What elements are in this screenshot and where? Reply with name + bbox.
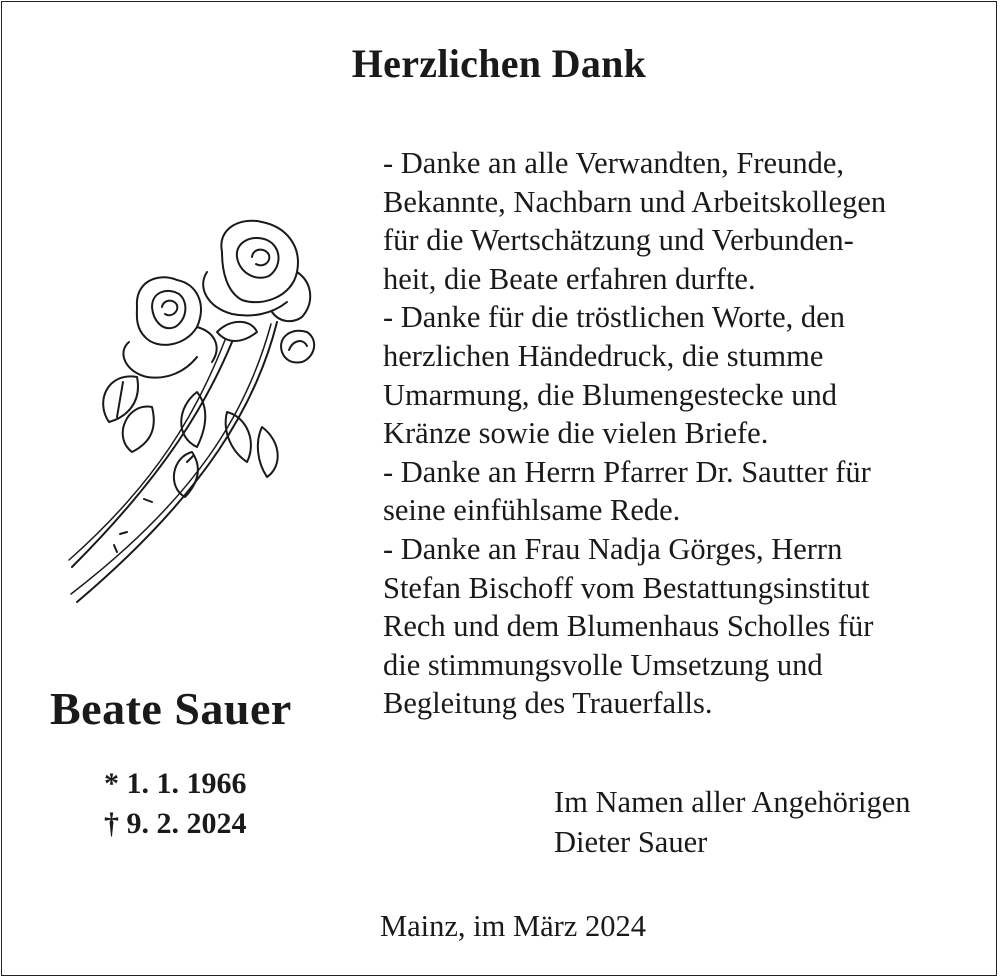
life-dates	[104, 764, 247, 844]
text-line: für die Wertschätzung und Verbunden-	[383, 223, 854, 258]
birth-date: * 1. 1. 1966	[104, 767, 247, 800]
text-line: seine einfühlsame Rede.	[383, 493, 681, 528]
text-line: herzlichen Händedruck, die stumme	[383, 338, 824, 373]
obituary-notice	[1, 1, 997, 976]
signature-line: Im Namen aller Angehörigen	[554, 785, 911, 819]
text-line: Umarmung, die Blumengestecke und	[383, 377, 838, 412]
notice-title: Herzlichen Dank	[351, 41, 647, 86]
signature-block	[554, 782, 911, 862]
deceased-name: Beate Sauer	[50, 683, 292, 734]
death-date: † 9. 2. 2024	[104, 807, 247, 840]
text-line: - Danke an Frau Nadja Görges, Herrn	[383, 531, 843, 566]
text-line: Kränze sowie die vielen Briefe.	[383, 416, 769, 451]
signatory-name: Dieter Sauer	[554, 825, 708, 859]
text-line: die stimmungsvolle Umsetzung und	[383, 647, 823, 682]
text-line: Rech und dem Blumenhaus Scholles für	[383, 609, 874, 644]
text-line: - Danke an Herrn Pfarrer Dr. Sautter für	[383, 454, 871, 489]
text-line: Bekannte, Nachbarn und Arbeitskollegen	[383, 184, 887, 219]
text-line: - Danke für die tröstlichen Worte, den	[383, 300, 845, 335]
text-line: - Danke an alle Verwandten, Freunde,	[383, 146, 844, 180]
text-line: heit, die Beate erfahren durfte.	[383, 261, 756, 296]
place-date: Mainz, im März 2024	[380, 909, 646, 943]
text-line: Begleitung des Trauerfalls.	[383, 686, 713, 721]
text-line: Stefan Bischoff vom Bestattungsinstitut	[383, 570, 870, 605]
thanks-text	[383, 144, 983, 723]
roses-illustration	[57, 212, 327, 612]
